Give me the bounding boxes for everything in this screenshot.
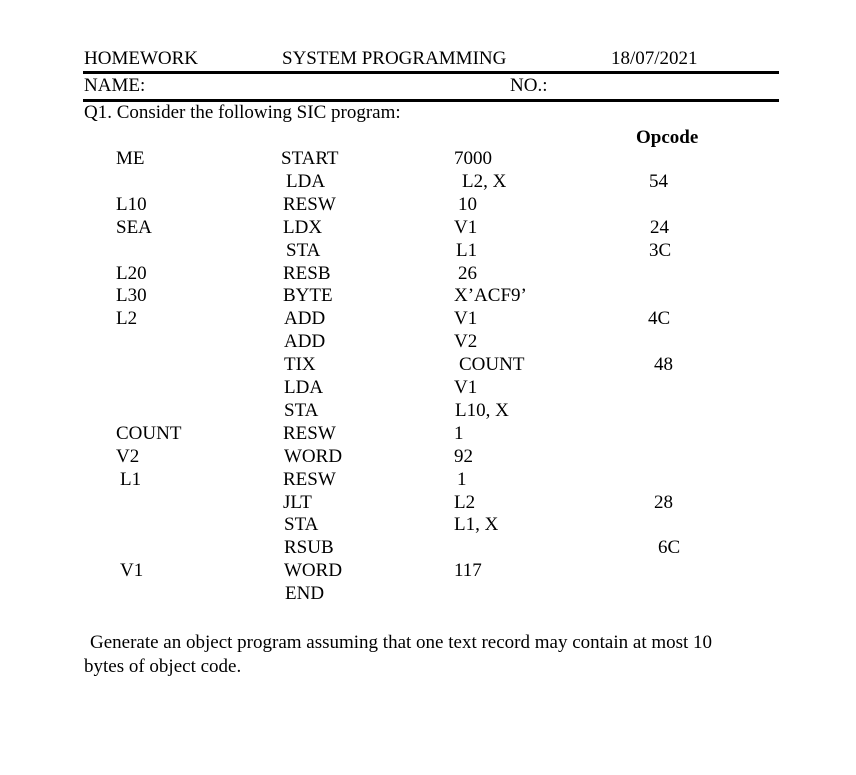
name-label: NAME: bbox=[84, 75, 146, 96]
row-mnemonic: RSUB bbox=[284, 537, 334, 559]
row-label: L30 bbox=[116, 285, 147, 307]
row-label: V2 bbox=[116, 445, 140, 467]
row-operand: V1 bbox=[454, 216, 478, 238]
row-opcode: 28 bbox=[654, 491, 673, 513]
row-opcode: 4C bbox=[648, 308, 671, 330]
row-mnemonic: RESW bbox=[283, 193, 336, 215]
row-opcode: 3C bbox=[649, 239, 672, 261]
row-label: L1 bbox=[120, 468, 142, 490]
row-mnemonic: WORD bbox=[284, 560, 343, 582]
row-operand: L2 bbox=[454, 491, 476, 513]
number-label: NO.: bbox=[510, 75, 548, 96]
row-operand: V2 bbox=[454, 331, 478, 353]
course-title: SYSTEM PROGRAMMING bbox=[282, 48, 507, 69]
header-rule-top bbox=[83, 71, 779, 74]
row-operand: X’ACF9’ bbox=[454, 285, 527, 307]
row-opcode: 24 bbox=[650, 216, 669, 238]
row-opcode: 6C bbox=[658, 537, 681, 559]
row-mnemonic: STA bbox=[284, 514, 319, 536]
row-label: COUNT bbox=[116, 422, 182, 444]
homework-label: HOMEWORK bbox=[84, 48, 198, 69]
row-operand: L2, X bbox=[462, 170, 507, 192]
row-label: V1 bbox=[120, 560, 144, 582]
row-mnemonic: START bbox=[281, 148, 339, 169]
instruction-line-1: Generate an object program assuming that one text record may contain at most 10 bbox=[90, 632, 713, 653]
opcode-column-header: Opcode bbox=[636, 127, 699, 148]
row-operand: L1, X bbox=[454, 514, 499, 536]
row-operand: COUNT bbox=[459, 354, 525, 376]
row-operand: 117 bbox=[454, 560, 482, 582]
row-mnemonic: BYTE bbox=[283, 285, 333, 307]
row-operand: 1 bbox=[457, 468, 467, 490]
row-mnemonic: RESW bbox=[283, 468, 336, 490]
row-mnemonic: WORD bbox=[284, 445, 343, 467]
row-mnemonic: STA bbox=[284, 399, 319, 421]
row-operand: 92 bbox=[454, 445, 473, 467]
row-mnemonic: LDX bbox=[283, 216, 323, 238]
row-label: L2 bbox=[116, 308, 138, 330]
row-label: SEA bbox=[116, 216, 152, 238]
row-label: ME bbox=[116, 148, 145, 169]
row-operand: L1 bbox=[456, 239, 478, 261]
row-label: L20 bbox=[116, 262, 147, 284]
row-mnemonic: LDA bbox=[286, 170, 326, 192]
row-mnemonic: RESW bbox=[283, 422, 336, 444]
question-text: Q1. Consider the following SIC program: bbox=[84, 102, 401, 123]
row-mnemonic: ADD bbox=[284, 331, 326, 353]
row-operand: 7000 bbox=[454, 148, 492, 169]
row-mnemonic: LDA bbox=[284, 377, 324, 398]
row-operand: 26 bbox=[458, 262, 477, 284]
row-mnemonic: END bbox=[285, 583, 325, 605]
row-operand: L10, X bbox=[455, 399, 509, 421]
date-text: 18/07/2021 bbox=[611, 48, 698, 69]
instruction-line-2: bytes of object code. bbox=[84, 656, 242, 677]
row-mnemonic: STA bbox=[286, 239, 321, 261]
row-mnemonic: RESB bbox=[283, 262, 331, 284]
row-operand: 10 bbox=[458, 193, 477, 215]
row-label: L10 bbox=[116, 193, 147, 215]
row-operand: 1 bbox=[454, 422, 464, 444]
row-opcode: 54 bbox=[649, 170, 668, 192]
row-mnemonic: TIX bbox=[284, 354, 316, 376]
row-mnemonic: JLT bbox=[283, 491, 312, 513]
row-operand: V1 bbox=[454, 308, 478, 330]
row-operand: V1 bbox=[454, 377, 478, 398]
row-opcode: 48 bbox=[654, 354, 673, 376]
row-mnemonic: ADD bbox=[284, 308, 326, 330]
